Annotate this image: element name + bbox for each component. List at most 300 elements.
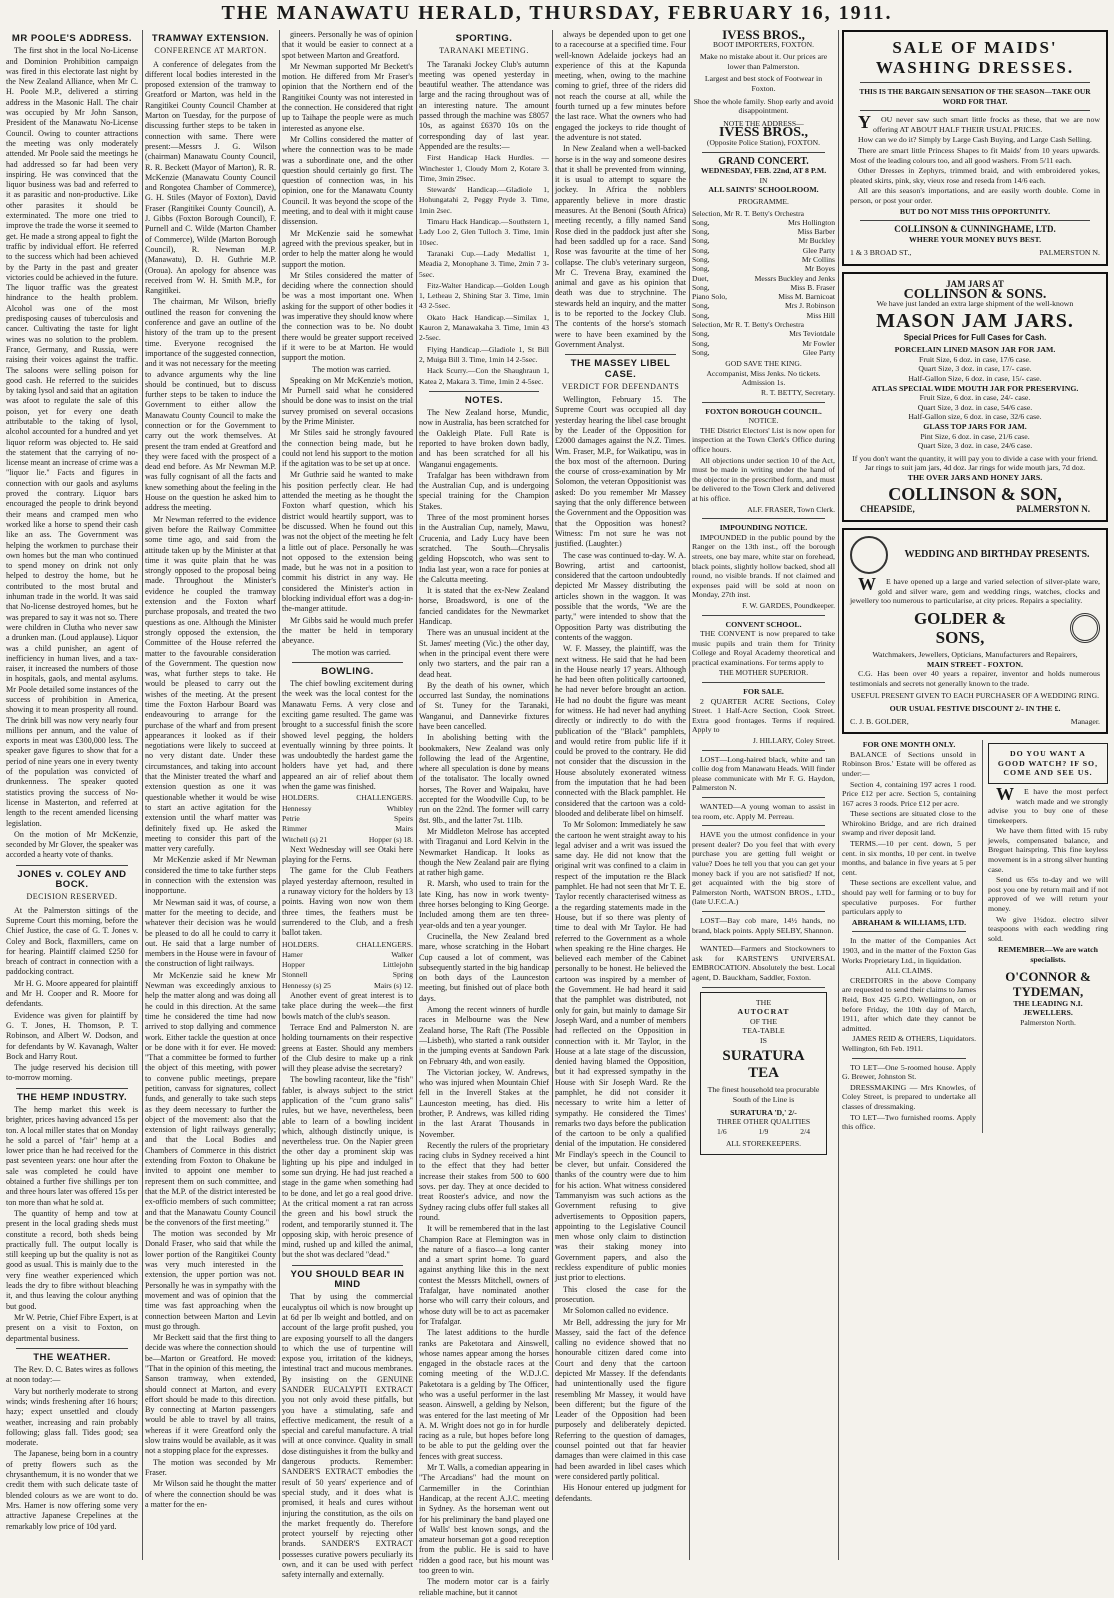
article-heading: MR POOLE'S ADDRESS. <box>11 33 133 44</box>
divider <box>702 911 825 912</box>
ad-title: CONVENT SCHOOL. <box>725 619 802 629</box>
ad-text: TERMS.—10 per cent. down, 5 per cent. in six months, 10 per cent. in twelve months, and balance in five years at 5 per cent. <box>842 839 976 877</box>
ad-convent <box>692 620 835 679</box>
race-result: First Handicap Hack Hurdles. —Winchester 1, Cloudy Morn 2, Kotare 3. Time, 3min 29sec. <box>419 153 549 183</box>
ad-dressmaking: DRESSMAKING — Mrs Knowles, of Coley Street, is prepared to undertake all classes of dressmaking. <box>842 1082 976 1111</box>
ad-for-sale <box>692 687 835 746</box>
article-text: The motion was carried. <box>312 364 391 374</box>
race-result: Taranaki Cup.—Lady Medallist 1, Meadia 2, Monophane 3. Time, 2min 7 3-5sec. <box>419 248 549 279</box>
ad-text: ALL SAINTS' SCHOOLROOM. <box>708 185 819 195</box>
team-player: Hennessy <box>282 803 312 813</box>
article-text: It is stated that the ex-New Zealand horse, Broadsword, is one of the fancied candidates for the Newmarket Handicap. <box>419 586 549 627</box>
article-text: Mr Bell, addressing the jury for Mr Massey, said the fact of the defence calling no evidence showed that no honourable citizen dared come into Court and deny that the cartoon depicted Mr Massey. If the defendants had unintentionally used the figure resembling Mr Massey, it would have been different; but the figure of the Leader of the Opposition had been purposely and deliberately depicted. Referring to the question of damages, counsel pointed out that far heavier damages than were claimed in this case had been awarded in libel cases which were considered partly political. <box>555 1317 686 1481</box>
divider <box>429 391 539 392</box>
article-text: By the death of his owner, which occurred last Sunday, the nominations of St. Tuney for the Taranaki, Wanganui, and Dannevirke fixtures have been cancelled. <box>419 680 549 731</box>
article-text: The game for the Club Feathers played yesterday afternoon, resulted in a runaway victory for the holders by 13 points. Having won now won them three times, the feathers must be surrendered to the Club, and a fresh ballot taken. <box>282 866 413 938</box>
ad-text: ATLAS SPECIAL WIDE MOUTH JAR FOR PRESERVING. <box>871 383 1079 393</box>
divider <box>702 518 825 519</box>
ad-lost-dog: LOST—Long-haired black, white and tan collie dog from Manawatu Heads. Will finder please communicate with Mr F. G. Haydon, Palmerston N. <box>692 754 835 793</box>
programme-item: Song, <box>692 264 710 274</box>
divider <box>702 987 825 988</box>
ad-signature: R. T. BETTY, Secretary. <box>761 388 835 398</box>
ad-signature: JAMES REID & OTHERS, Liquidators. <box>852 1034 976 1044</box>
ad-title: IMPOUNDING NOTICE. <box>719 523 808 533</box>
jam-price: Half-Gallon Size, 6 doz. in case, 15/- case. <box>908 374 1042 384</box>
jam-price: Quart Size, 3 doz. in case, 54/6 case. <box>917 402 1033 412</box>
ad-text: IS <box>760 1035 767 1045</box>
article-text: Mr T. Walls, a comedian appearing in "The Arcadians" had the mount on Carmemiller in the Corinthian Handicap, at the recent A.J.C. meeting in Sydney. As the horseman went out for his preliminary the band played one of Walls' best known songs, and the amateur horseman got a good reception from the public. He is said to have ridden a good race, but his mount was too green to win. <box>419 1463 549 1576</box>
jam-price: Quart Size, 3 doz. in case, 24/6 case. <box>917 441 1033 451</box>
article-heading: THE MASSEY LIBEL CASE. <box>570 358 671 380</box>
tea-price: 1/9 <box>758 1126 769 1136</box>
ads-bottom <box>842 740 1108 1133</box>
teams-table-2 <box>282 940 413 991</box>
article-text: Mr McKenzie said he knew Mr Newman was exceedingly anxious to help the matter along and was doing all he could in this direction. At the same time he considered the time had now arrived to stop dallying and commence work. Either tackle the question at once or be done with it for ever. He moved: "That a committee be formed to further the object of this meeting, with power to convene public meetings, prepare petition, canvass for signatures, collect funds, and generally to take such steps as they deem necessary to further the object of the movement: also that the extension of light railways generally; and that the Local Bodies and Chambers of Commerce in this district extending from Foxton to Ohakune be invited to appoint one member to represent them on such committee, and that the M.P. of the district interested be ex-officio members of such committee; and that the Manawatu County Council be the convenors of the first meeting." <box>145 970 276 1227</box>
divider <box>860 110 1090 111</box>
article-text: The chief bowling excitement during the week was the local contest for the Manawatu Ferns. A very close and exciting game resulted. The game was brought to a successful finish the score showed level pegging, the holders eventually winning by three points. It was undoubtedly the hardest game the holders have yet had, and there appeared an air of relief about them when the game was finished. <box>282 679 413 792</box>
article-text: Crucinella, the New Zealand bred mare, whose scratching in the Hobart Cup caused a lot of comment, was subsequently started in the big handicap on both days of the Launceston meeting, but finished out of place both days. <box>419 931 549 1003</box>
article-text: The chairman, Mr Wilson, briefly outlined the reason for convening the conference and gave an outline of the history of the tram up to the present time. Everyone recognised the importance of the suggested connection, and it was not necessary for the meeting to advance arguments why the line should be continued, but to discuss further steps to be taken to induce the Government to either allow the Manawatu County Council to make the connection or for the Government to carry out the work themselves. At present the tram ended at Greatford and they were faced with the prospect of a dead end before. As Mr Newman M.P. was fully cognisant of all the facts and knew something about the feeling in the House on the question he asked him to address the meeting. <box>145 297 276 513</box>
teams-header: HOLDERS. <box>282 793 319 803</box>
programme-item: Piano Solo, <box>692 292 728 302</box>
ad-text: Special Prices for Full Cases for Cash. <box>903 332 1047 342</box>
divider <box>702 615 825 616</box>
article-text: His Honour entered up judgment for defendants. <box>555 1483 686 1503</box>
ad-text: THE District Electors' List is now open for inspection at the Town Clerk's Office during office hours. <box>692 425 835 454</box>
programme-item: Selection, Mr R. T. Betty's Orchestra <box>692 320 805 330</box>
ad-text: REMEMBER—We are watch specialists. <box>998 945 1098 964</box>
ad-firm: ABRAHAM & WILLIAMS, LTD. <box>851 917 967 927</box>
column-5 <box>555 30 686 1560</box>
programme-performer: Mrs J. Robinson <box>784 301 835 311</box>
ad-text: THE <box>755 997 772 1007</box>
divider <box>702 402 825 403</box>
article-text: The motion was seconded by Mr Donald Fraser, who said that while the lower portion of the Rangitikei County was very much interested in the extension, the upper portion was not. Personally he was in sympathy with the movement and was of opinion that the time was fast approaching when the connection between Marton and Levin must go through. <box>145 1229 276 1331</box>
ad-subtitle: NOTICE. <box>748 416 779 426</box>
teams-table-1 <box>282 793 413 844</box>
ad-text: ALL CLAIMS. <box>885 966 933 976</box>
ad-text: IN <box>759 175 768 185</box>
ad-text: TEA-TABLE <box>742 1026 785 1036</box>
programme-performer: Glee Party <box>802 347 835 357</box>
article-text: Mr Gibbs said he would much prefer the matter be held in temporary abeyance. <box>282 615 413 646</box>
article-text: Mr McKenzie said he somewhat agreed with the previous speaker, but in order to help the matter along he would support the motion. <box>282 228 413 269</box>
race-result: Hack Scurry.—Con the Shaughraun 1, Katea 2, Makara 3. Time, 1min 2 4-5sec. <box>419 366 549 386</box>
divider <box>702 825 825 826</box>
ad-watson-bros: HAVE you the utmost confidence in your present dealer? Do you feel that with every purchase you are getting full weight or value? Does he tell you that you can get your money back if you are not satisfied? If not, get acquainted with the big store of Palmerston North, WATSON BROS., LTD., (late U.F.C.A.) <box>692 830 835 907</box>
team-player: Speirs <box>394 813 413 823</box>
ad-borough-notice <box>692 407 835 515</box>
team-player: Rimmer <box>282 824 307 834</box>
column-rule <box>416 30 417 1560</box>
ad-text: OUR USUAL FESTIVE DISCOUNT 2/- IN THE £. <box>889 703 1061 713</box>
article-text: Mr Stiles considered the matter of deciding where the connection should be was a most important one. When asking for the support of other bodies it was imperative they should know where the connection was to be. No doubt there would be greater support received if it were to be at Marton. He would support the motion. <box>282 270 413 363</box>
ad-text: WEDNESDAY, FEB. 22nd, AT 8 P.M. <box>700 166 827 176</box>
article-subheading: CONFERENCE AT MARTON. <box>154 46 267 56</box>
ad-ivess-bros <box>692 27 835 148</box>
article-text: On the motion of Mr McKenzie, seconded by Mr Glover, the speaker was accorded a hearty vote of thanks. <box>6 829 138 860</box>
ad-impounding <box>692 523 835 610</box>
article-text: In abolishing betting with the bookmakers, New Zealand was only following the lead of the Argentine, where all speculation is done by means of the totalisator. The locally owned horses, The Rover and Waipaku, have accepted for the Woodville Cup, to be run on the 22nd. The former will carry 8st. 9lb., and the latter 7st. 11lb. <box>419 733 549 825</box>
ad-firm: COLLINSON & SONS. <box>903 286 1047 302</box>
divider <box>702 750 825 751</box>
divider <box>565 354 676 355</box>
ad-text: WE have opened up a large and varied selection of silver-plate ware, gold and silver ware, gem and wedding rings, watches, clocks and jewellery too numerous to particularise, at city prices. Repairs a speciality. <box>850 574 1100 606</box>
race-result: Fitz-Walter Handicap.—Golden Lough 1, Letheau 2, Shining Star 3. Time, 1min 43 2-5sec. <box>419 280 549 311</box>
teams-header: CHALLENGERS. <box>356 939 413 949</box>
team-player: Walker <box>391 949 413 959</box>
programme-performer: Miss M. Barnicoat <box>778 292 835 302</box>
ad-address: CHEAPSIDE, <box>860 503 915 514</box>
ad-signature: Manager. <box>1070 716 1100 726</box>
ad-text: Shoe the whole family. Shop early and avoid disappointment. <box>693 96 834 116</box>
ad-text: All are this season's importations, and are easily worth double. Come in person, or post your order. <box>850 186 1100 205</box>
ad-text: THREE OTHER QUALITIES <box>716 1117 811 1127</box>
column-rule <box>552 30 553 1560</box>
ad-text: These sections are excellent value, and should pay well for farming or to buy for speculative purposes. For further particulars apply to <box>842 878 976 917</box>
divider <box>860 220 1090 221</box>
article-heading: THE HEMP INDUSTRY. <box>16 1091 128 1103</box>
divider <box>702 682 825 683</box>
article-text: The Taranaki Jockey Club's autumn meeting was opened yesterday in beautiful weather. The attendance was large and the racing throughout was of an interesting nature. The amount passed through the machine was £8057 10s, as against £6370 10s on the corresponding day of last year. Appended are the results:— <box>419 59 549 151</box>
column-4 <box>419 30 549 1597</box>
article-text: gineers. Personally he was of opinion that it would be easier to connect at a spot between Marton and Greatford. <box>282 30 413 60</box>
ad-text: THE CONVENT is now prepared to take music pupils and train them for Trinity College and Royal Academy theoretical and practical examinations. For terms apply to <box>692 629 835 667</box>
team-player: Mairs <box>395 824 413 834</box>
teams-header: CHALLENGERS. <box>356 793 413 803</box>
ad-firm: GOLDER & <box>913 608 1007 628</box>
ad-slogan: WHERE YOUR MONEY BUYS BEST. <box>908 234 1042 244</box>
ad-text: Largest and best stock of Footwear in Foxton. <box>704 74 823 93</box>
ad-text: BUT DO NOT MISS THIS OPPORTUNITY. <box>899 206 1051 216</box>
ad-title: SURATURA TEA <box>722 1048 805 1082</box>
ad-to-let: TO LET—Two furnished rooms. Apply this office. <box>842 1112 976 1132</box>
divider <box>702 797 825 798</box>
ad-text: Accompanist, Miss Jenks. No tickets. Admission 1s. <box>706 368 821 388</box>
article-text: Next Wednesday will see Otaki here playing for the Ferns. <box>282 844 413 865</box>
programme-item: Song, <box>692 347 710 357</box>
programme-item: Song, <box>692 338 710 348</box>
article-text: Speaking on Mr McKenzie's motion, Mr Purnell said what he considered should be done was to insist on the trial survey promised on several occasions by the Prime Minister. <box>282 375 413 426</box>
race-result: Timaru Hack Handicap.—Southstern 1, Lady Loo 2, Glen Tulloch 3. Time, 1min 10sec. <box>419 217 549 247</box>
ad-text: IMPOUNDED in the public pound by the Ranger on the 13th inst., off the borough streets, one bay mare, white star on forehead, black points, slightly hollow backed, shod all round, no visible brands. If not claimed and expenses paid will be sold at noon on Monday, 27th inst. <box>692 532 835 600</box>
ad-wanted: WANTED—A young woman to assist in tea room, etc. Apply M. Perreau. <box>692 802 835 821</box>
divider <box>702 152 825 153</box>
tea-price: 2/4 <box>800 1126 810 1136</box>
ad-text: SURATURA 'D,' 2/- <box>730 1107 797 1117</box>
race-result: Stewards' Handicap.—Gladiole 1, Hohungatahi 2, Peggy Pryde 3. Time, 1min 2sec. <box>419 185 549 215</box>
article-subheading: TARANAKI MEETING. <box>439 46 529 56</box>
ad-text: These sections are situated close to the Whirokino Bridge, and are rich drained swamp and river deposit land. <box>842 809 976 838</box>
column-7-ads <box>842 30 1108 1560</box>
ad-embrocation: WANTED—Farmers and Stockowners to ask for KARSTEN'S UNIVERSAL EMBROCATION. Absolutely the best. Local agent, D. Bauckham, Saddler, Foxton. <box>692 944 835 982</box>
programme-item: Song, <box>692 236 710 246</box>
article-text: The latest additions to the hurdle ranks are Paketotara and Ainswell, whose names appear among the horses engaged in the obstacle races at the coming meeting of the W.D.J.C. Paketotara is a gelding by The Officer, who was a useful performer in the last season. Ainswell, a gelding by Nelson, was entered for the last meeting of Mr A. M. Wright does not go in for hurdle racing as a rule, but hopes before long to be able to put the gelding over the fences with great success. <box>419 1328 549 1461</box>
column-rule <box>838 30 839 1560</box>
ad-lost-mare: LOST—Bay cob mare, 14½ hands, no brand, black points. Apply SELBY, Shannon. <box>692 915 835 935</box>
article-text: Three of the most prominent horses in the Australian Cup, namely, Mawu, Crucenia, and Lady Lucy have been scratched. The South—Chrysalis gelding Hopscotch, who was sent to India last year, won a race for ponies at the Calcutta meeting. <box>419 513 549 584</box>
programme-performer: Mr Buckley <box>798 236 835 246</box>
programme-item: Song, <box>692 227 710 237</box>
ad-text: Make no mistake about it. Our prices are lower than Palmerston. <box>699 52 828 71</box>
divider <box>16 865 128 866</box>
article-text: Mr Beckett said that the first thing to decide was where the connection should be—Marton or Greatford. He moved: "That in the opinion of this meeting, the Sanson tramway, when extended, should connect at Marton, and every effort should be made to this direction. By connecting at Marton passengers would be able to travel by all trains, whereas if it were Greatford only the slow trains would be available, as it was not a stopping place for the expresses. <box>145 1333 276 1456</box>
article-text: The hemp market this week is brighter, prices having advanced 15s per ton. A local miller states that on Monday he sold a parcel of "fair" hemp at a lower price than he had received for the past seventeen years: one hour after the sale was completed he could have obtained a further five shillings per ton and three hours later was offered 15s per ton more than what he sold at. <box>6 1104 138 1207</box>
ad-signature: C. J. B. GOLDER, <box>850 716 909 726</box>
article-text: R. Marsh, who used to train for the late King, has now in work twenty-three horses belonging to King George. Included among them are ten three-year-olds and ten a year younger. <box>419 879 549 930</box>
ad-text: All objections under section 10 of the Act, must be made in writing under the hand of the objector in the prescribed form, and must be delivered to the Town Clerk and delivered at his office. <box>692 455 835 503</box>
ad-address: Palmerston North. <box>1020 1017 1076 1027</box>
column-rule <box>142 30 143 1560</box>
ad-title: IVESS BROS., <box>718 125 809 141</box>
ad-text: The finest household tea procurable South of the Line is <box>707 1085 820 1105</box>
article-text: The case was continued to-day. W. A. Bowring, artist and cartoonist, considered that the cartoon undoubtedly depicted Mr Massey distributing the articles shown in the waggon. It was possible that the words, "We are the party," were intended to show that the Opposition Party was distributing the contents of the waggon. <box>555 550 686 642</box>
ad-address: MAIN STREET - FOXTON. <box>927 659 1023 669</box>
race-result: Okato Hack Handicap.—Similax 1, Kauron 2, Manawakaha 3. Time, 1min 43 2-5sec. <box>419 312 549 343</box>
ad-address: PALMERSTON N. <box>1016 503 1090 514</box>
article-text: The modern motor car is a fairly reliable machine, but it cannot <box>419 1577 549 1597</box>
team-player: Hopper <box>282 960 305 970</box>
ad-text: C.G. Has been over 40 years a repairer, inventor and holds numerous testimonials and secrets not generally known to the trade. <box>850 669 1100 688</box>
ad-text: OF THE <box>750 1016 777 1026</box>
ad-address: (Opposite Police Station), FOXTON. <box>706 137 821 147</box>
tea-price: 1/6 <box>717 1126 727 1136</box>
ad-firm: COLLINSON & SON, <box>888 483 1062 504</box>
divider <box>292 662 403 663</box>
ad-title: GRAND CONCERT. <box>718 155 809 167</box>
ad-address: 1 & 3 BROAD ST., <box>850 248 912 258</box>
ad-text: We have them fitted with 15 ruby jewels, compensated balance, and Breguet hairspring. This fine keyless movement is in a strong silver hunting case. <box>988 826 1108 874</box>
programme-item: Song, <box>692 282 710 292</box>
article-text: W. F. Massey, the plaintiff, was the next witness. He said that he had been in the House nearly 17 years. Although he had been often politically cartooned, he had never before brought an action. He had no doubt the figure was meant for witness. He had never had anything directly or indirectly to do with the publication of the "Black" pamphlets, and would retire from public life if it could be proved to the contrary. He did not consider that the discussion in the House absolutely exonerated witness from the imputation that he had been connected with the Black pamphlet. He considered that the cartoon was a cold-blooded and deliberate libel on himself. <box>555 644 686 818</box>
ad-maids-dresses <box>842 30 1108 266</box>
programme-item: Selection, Mr R. T. Betty's Orchestra <box>692 208 805 218</box>
ad-text: NOTE THE ADDRESS— <box>723 118 804 128</box>
ad-watches <box>982 740 1108 1133</box>
article-heading: YOU SHOULD BEAR IN MIND <box>290 1268 405 1291</box>
article-text: This closed the case for the prosecution. <box>555 1284 686 1304</box>
divider <box>852 1058 966 1059</box>
ad-title: FOR ONE MONTH ONLY. <box>862 740 956 750</box>
teams-header: HOLDERS. <box>282 939 319 949</box>
team-player: Mairs (s) 12. <box>373 980 413 990</box>
article-text: That by using the commercial eucalyptus oil which is now brought up at 6d per lb weight and bottled, and on account of the large profit pushed, you are exposing yourself to all the dangers to which the use of turpentine will expose you, irritation of the kidneys, intestinal tract and mucous membranes. By insisting on the GENUINE SANDER EUCALYPTI EXTRACT you not only avoid these pitfalls, but you have a stimulating, safe and effective medicament, the result of a special and careful manufacture. A trial will at once convince. Quality in small dose distinguishes it from the bulky and dangerous products. Remember: SANDER'S EXTRACT embodies the result of 50 years' experience and of special study, and it does what is promised, it heals and cures without injuring the constitution, as the oils on the market frequently do. Therefore protect yourself by rejecting other brands. SANDER'S EXTRACT possesses curative powers peculiarly its own, and it can be used with perfect safety internally and externally. <box>282 1292 413 1580</box>
article-text: The Victorian jockey, W. Andrews, who was injured when Mountain Chief fell in the Inverell Stakes at the Launceston meeting, has died. His brother, P. Andrews, was killed riding in the last Ararat Thousands in November. <box>419 1067 549 1139</box>
ad-signature: F. W. GARDES, Poundkeeper. <box>742 600 835 610</box>
article-text: The bowling raconteur, like the "fish" fabler, is always subject to the strict application of the "cum grano salis" rules, but we have, nevertheless, been able to learn of a bowling incident which, although distinctly unique, is nevertheless true. On the Napier green the other day a prominent skip was lighting up his pipe and indulged in some sun drying. He had just reached a stage in the game when something had to be done, and let go a real good drive. At the critical moment a rat ran across the green and his bowl struck the rodent, and temporarily stunned it. The opposing skip, with heroic presence of mind, rushed up and killed the animal, but the shot was declared "dead." <box>282 1075 413 1260</box>
article-text: Mr Newman referred to the evidence given before the Railway Committee some time ago, and said from the attitude taken up by the Minister at that time it was quite plain that he was strongly opposed to the proposal being made. Throughout the Minister's evidence he coupled the tramway extension and the Foxton wharf purchase proposals, and treated the two questions as one. Although the Minister strongly opposed the extension, the Committee of the House referred the matter to the favourable consideration of the Government. The question now was, what further steps to take. He would be pleased to carry out the wishes of the meeting. At the present time the Foxton Harbour Board was endeavouring to arrange for the purchase of the wharf and from present appearances it looked as if their negotiations were likely to succeed at no very distant date. Under these circumstances, and taking into account that the Minister treated the wharf and extension question as one it was questionable whether it would be wise to start an active agitation for the extension until the wharf matter was definitely fixed up. He asked the meeting to consider this part of the matter very carefully. <box>145 514 276 854</box>
masthead: THE MANAWATU HERALD, THURSDAY, FEBRUARY 16, 1911. <box>221 2 893 24</box>
article-text: Another event of great interest is to take place during the week—the first bowls match of the club's season. <box>282 991 413 1021</box>
ad-text: We give 1½doz. electro silver teaspoons with each wedding ring sold. <box>988 914 1108 943</box>
divider <box>702 939 825 940</box>
article-heading: SPORTING. <box>455 33 513 44</box>
programme-performer: Messrs Buckley and Jenks <box>754 273 835 283</box>
article-text: Mr Guthrie said he wanted to make his position perfectly clear. He had attended the meeting as he thought the Foxton wharf question, which his district would heartily support, was to be discussed. When he found out this was not the object of the meeting he felt a little out of place. Personally he was not opposed to the extension being made, but he was not in a position to commit his district in any way. He considered the Minister's action in blocking individual effort was a dog-in-the-manger attitude. <box>282 470 413 614</box>
article-text: Mr Newman supported Mr Beckett's motion. He differed from Mr Fraser's opinion that the Northern end of the Rangitikei County was not interested in the connection. He considered that right up to Taihape the people were as much interested as anyone else. <box>282 61 413 133</box>
article-text: The motion was seconded by Mr Fraser. <box>145 1457 276 1477</box>
article-text: To Mr Solomon: Immediately he saw the cartoon he went straight away to his legal adviser and a writ was issued the same day. He did not know that the original writ was confined to a claim in respect of the imputation re the Black pamphlet. He had not seen that Mr T. E. Taylor recently characterised witness as a the regarding statements made in the House, but if so there was plenty of time to deal with Mr Taylor. He had referred to the Government as a whole when speaking re the Hine charges. He believed each member of the Cabinet personally to be honest. He believed the cartoon was inspired by a member of the Government. He had heard it said that the pamphlet was distributed, not only for gain, but mainly to damage Sir Joseph Ward, and a number of members had reflected on the Opposition in connection with it. Mr Taylor, in the House at a late stage of the discussion, denied having blamed the Opposition, but it had expressed sympathy in the House with Sir Joseph Ward. Re the pamphlet, he did not consider it necessary to write him a letter of sympathy. He considered the Times' remarks two days before the publication of the cartoon to be only a qualified denial of the imputation. He considered Mr Findlay's speech in the Council to be clever, but unfair. Considered the thanks of the country were due to him for his action. What witness considered Tammanyism was such actions as the Government refusing to give advertisements to Opposition papers, appointing to the Legislative Council men whose only claim to distinction was their staking money into Government papers, and also the reckless expenditure of public monies just prior to elections. <box>555 820 686 1283</box>
column-2 <box>145 30 276 1560</box>
article-text: In New Zealand when a well-backed horse is in the way and someone desires that it shall be prevented from winning, it is usual to attempt to square the jockey. In Africa the nobblers apparently believe in more drastic measures. At the Benoni (South Africa) meeting recently, a filly named Sand Rose died in the paddock just after she had been saddled up for a race. Sand Rose was favourite at the time of her collapse. The club's veterinary surgeon, Mr C. Trevena Bray, examined the animal and gave as his opinion that death was due to strychnine. The stewards held an inquiry, and the matter is to be reported to the Jockey Club. The contents of the horse's stomach were to have been examined by the Government Analyst. <box>555 144 686 349</box>
race-result: Flying Handicap.—Gladiole 1, St Bill 2, Muiga Bill 3. Time, 1min 14 2-5sec. <box>419 344 549 364</box>
ad-title: MASON JAM JARS. <box>876 309 1074 332</box>
team-player: Witchell (s) 21 <box>282 834 328 844</box>
watch-icon <box>850 536 888 574</box>
ad-title: DO YOU WANT A GOOD WATCH? IF SO, COME AND SEE US. <box>988 743 1108 784</box>
team-player: Spring <box>392 970 413 980</box>
ad-firm: O'CONNOR & TYDEMAN, <box>1005 968 1091 999</box>
team-player: Hopper (s) 18. <box>368 834 413 844</box>
article-heading: NOTES. <box>464 394 504 406</box>
team-player: Whibley <box>386 803 413 813</box>
article-text: At the Palmerston sittings of the Supreme Court this morning, before the Chief Justice, the case of G. T. Jones v. Coley and Bock, flaxmillers, came on for hearing. Plaintiff claimed £250 for breach of contract in connection with a paddocking contract. <box>6 905 138 977</box>
ad-jam-jars <box>842 272 1108 522</box>
programme-performer: Mrs Hollington <box>787 217 835 227</box>
article-subheading: DECISION RESERVED. <box>26 892 118 902</box>
ring-icon <box>1070 613 1100 643</box>
article-heading: TRAMWAY EXTENSION. <box>151 33 270 44</box>
team-player: Hamer <box>282 949 303 959</box>
article-text: Mr Newman said it was, of course, a matter for the meeting to decide, and whatever their decision was he would be pleased to do all he could to carry it out. He said that a large number of members in the House were in favour of the construction of light railways. <box>145 897 276 969</box>
programme-item: Song, <box>692 217 710 227</box>
ad-text: THE OVER JARS AND HONEY JARS. <box>907 473 1043 482</box>
divider <box>852 931 966 932</box>
column-rule <box>689 30 690 1560</box>
article-heading: JONES v. COLEY AND BOCK. <box>17 868 127 891</box>
column-6-ads <box>692 27 835 1560</box>
article-text: There was an unusual incident at the St. James' meeting (Vic.) the other day, when in the principal event there were only two starters, and the pair ran a dead heat. <box>419 628 549 679</box>
article-text: The New Zealand horse, Mundic, now in Australia, has been scratched for the Oakleigh Plate. Full Rate is reported to have broken down badly, and has been scratched for all his Wanganui engagements. <box>419 408 549 469</box>
divider <box>16 1348 128 1349</box>
programme-item: Song, <box>692 254 710 264</box>
ad-text: How can we do it? Simply by Large Cash Buying, and Large Cash Selling. <box>858 135 1092 145</box>
article-text: Mr Collins considered the matter of where the connection was to be made was a subordinate one, and the other question should certainly go first. The question of connection was, in his opinion, one for the Manawatu County Council. It was beyond the scope of the meeting, and to deal with it might cause dissension. <box>282 134 413 227</box>
programme-item: Duet, <box>692 273 709 283</box>
ad-text: WE have the most perfect watch made and we strongly advise you to buy one of these timekeepers. <box>988 783 1108 825</box>
ad-text: YOU never saw such smart little frocks as these, that we are now offering AT ABOUT HALF THEIR USUAL PRICES. <box>858 112 1100 134</box>
divider <box>860 82 1090 83</box>
ad-to-let: TO LET—One 5-roomed house. Apply G. Brewer, Johnston St. <box>842 1062 976 1082</box>
article-heading: THE WEATHER. <box>33 1351 111 1363</box>
ads-bottom-left <box>842 740 976 1133</box>
ad-text: In the matter of the Companies Act 1903, and in the matter of the Foxton Gas Works Proprietary Ltd., in liquidation. <box>842 936 976 965</box>
ad-text: PORCELAIN LINED MASON JAR FOR JAM. <box>894 345 1056 355</box>
ad-text: If you don't want the quantity, it will pay you to divide a case with your friend. Jar rings to suit jam jars, 4d doz. Jar rings for wide mouth jars, 7d doz. <box>852 453 1098 473</box>
article-text: Mr Stiles said he strongly favoured the connection being made, but he could not lend his support to the motion if the agitation was to be set up at once. <box>282 428 413 469</box>
column-rule <box>279 30 280 1560</box>
jam-price: Quart Size, 3 doz. in case, 17/- case. <box>918 364 1032 374</box>
article-text: Evidence was given for plaintiff by G. T. Jones, H. Thomson, P. T. Robinson, and Albert W. Dodson, and for defendants by W. Kavanagh, Walter Bock and Harry Rout. <box>6 1010 138 1061</box>
programme-performer: Miss Barber <box>797 227 835 237</box>
article-text: Mr Middleton Melrose has accepted with Tiraganui and Lord Kelvin in the Newmarket Handicap. It looks as though the New Zealand pair are flying at rather high game. <box>419 826 549 878</box>
article-text: Mr Solomon called no evidence. <box>563 1306 669 1316</box>
ad-title: FOXTON BOROUGH COUNCIL. <box>705 406 822 416</box>
programme-performer: Glee Party <box>802 245 835 255</box>
programme-performer: Mr Collins <box>801 254 835 264</box>
team-player: Petrie <box>282 813 300 823</box>
ad-signature: J. HILLARY, Coley Street. <box>752 736 835 746</box>
ad-text: Send us 65s to-day and we will post you one by return mail and if not approved of we will return your money. <box>988 875 1108 914</box>
article-text: always be depended upon to get one to a racecourse at a specified time. Four well-known Adelaide jockeys had an experience of this at the Kapunda meeting, when, owing to the machine coming to grief, three of the riders did not reach the course at all, while the fourth turned up a few minutes before the last race. What the owners who had engaged the jockeys to ride thought of the adventure is not stated. <box>555 30 686 142</box>
article-text: The quantity of hemp and tow at present in the local grading sheds must constitute a record, both sheds being practically full. The output locally is still keeping up but the quality is not as good as usual. This is mainly due to the very fine weather experienced which leads the dry to fibre without bleaching it, and thus leaving the colour anything but good. <box>6 1208 138 1311</box>
column-3 <box>282 30 413 1580</box>
ad-text: Wellington, 6th Feb. 1911. <box>842 1043 923 1053</box>
ad-suratura-tea <box>700 992 827 1156</box>
article-text: It will be remembered that in the last Champion Race at Flemington was in the nature of a fiasco—a long canter and a smart sprint home. To guard against anything like this in the next contest the Messrs Mitchell, owners of Trafalgar, have nominated another horse who will carry their colours, and whose duty will be to act as pacemaker for Trafalgar. <box>419 1224 549 1326</box>
ad-text: PROGRAMME. <box>738 196 789 206</box>
article-text: The Rev. D. C. Bates wires as follows at noon today:— <box>6 1365 138 1385</box>
ad-text: GLASS TOP JARS FOR JAM. <box>923 422 1027 432</box>
programme-performer: Mr Boyes <box>804 264 835 274</box>
article-text: Mr W. Petrie, Chief Fibre Expert, is at present on a visit to Foxton, on departmental business. <box>6 1312 138 1343</box>
ad-text: Watchmakers, Jewellers, Opticians, Manufacturers and Repairers, <box>872 649 1078 659</box>
ad-text: THE LEADING N.I. JEWELLERS. <box>1013 998 1083 1018</box>
article-text: Recently the rulers of the proprietary racing clubs in Sydney received a hint to the effect that they had better increase their stakes from 500 to 600 sovs. per day. They at once decided to treat Rooster's advice, and now the Sydney racing clubs offer full stakes all round. <box>419 1140 549 1222</box>
ad-text: Other Dresses in Zephyrs, trimmed braid, and with embroidered yokes, pleated skirts, pink, sky, vieux rose and reseda from 14/6 each. <box>850 166 1100 185</box>
column-1 <box>6 30 138 1560</box>
ad-text: AUTOCRAT <box>737 1007 790 1017</box>
article-text: Mr H. G. Moore appeared for plaintiff and Mr H. Cooper and R. Moore for defendants. <box>6 978 138 1009</box>
ad-subtitle: THIS IS THE BARGAIN SENSATION OF THE SEASON—TAKE OUR WORD FOR THAT. <box>859 87 1091 106</box>
ad-title: FOR SALE. <box>743 687 784 697</box>
ad-text: CREDITORS in the above Company are requested to send their claims to James Reid, Box 425 G.P.O. Wellington, on or before Friday, the 10th day of March, 1911, after which date they cannot be admitted. <box>842 975 976 1033</box>
programme-item: Song, <box>692 301 710 311</box>
programme-list <box>692 209 835 358</box>
article-text: The motion was carried. <box>312 647 391 657</box>
jam-price: Pint Size, 6 doz. in case, 21/6 case. <box>920 431 1030 441</box>
article-text: Among the recent winners of hurdle races in Melbourne was the New Zealand horse, The Raft (The Possible—Lisbeth), who started a rank outsider in the jumping events at Sandown Park on February 4th, and won easily. <box>419 1005 549 1066</box>
divider <box>292 1265 403 1266</box>
ad-title: SALE OF MAIDS' <box>892 38 1058 57</box>
ad-text: We have just landed an extra large shipment of the well-known <box>876 299 1074 309</box>
article-subheading: VERDICT FOR DEFENDANTS <box>561 381 680 391</box>
ad-address: PALMERSTON N. <box>1039 248 1100 258</box>
article-text: The first shot in the local No-License and Dominion Prohibition campaign was fired in this electorate last night by the New Zealand Alliance, when Mr C. H. Poole M.P., delivered a stirring address in the Masonic Hall. The chair was occupied by Mr John Sanson, President of the Manawatu No-License Council. Owing to counter attractions the meeting was only moderately attended. Mr Poole said the meetings he had addressed so far had been very inspiring. He was convinced that the liquor business was bad and referred to it as parasitic and non-productive. Like other parasites it should be exterminated. The more one tried to improve the trade the worse it seemed to get. He made a strong appeal to fight the traffic by individual effort. He referred to the success which had been achieved by the Party in the past and greater victories could be achieved in the future. The liquor traffic was the greatest hindrance to the health problem. Alcohol was one of the most predisposing causes of tuberculosis and cancer. Cultivating the taste for light wines was no solution to the problem. France, Germany, and Russia, were raising their voices against the traffic. The saloons were selling poison for good cash. He referred to the suicides by taking lysol and said that an agitation was afoot to regulate the sale of this poison, yet for every one death attributable to the taking of lysol, alcohol accounted for a hundred and yet liquor reform was objected to. He said the statement that the carrying of no-license meant an increase of crime was a "liquor lie." Facts and figures in connection with our gaols and asylums proved the contrary. Liquor bars encouraged the people to drink beyond their means and cramped men who worked like a horse to spend their cash like an ass. The Government was helping the workmen to purchase their own homes but the man who continued to spend money on drink not only helped to destroy the home, but he contributed to the most brutal and inhuman trade in the world. It was said that No-license destroyed homes, but he was prepared to say it was not so. There were children in Clutha who never saw a drunken man. (Loud applause). Liquor was a child punisher, an agent of inefficiency in human lives, and a tax-raiser, it increased the numbers of those in hospitals, gaols, and mental asylums. Mr Poole detailed some instances of the success of prohibition in America, showing it to mean prosperity all round. The drink bill was now very nearly four millions per annum, and the value of exports in meat was £300,000 less. The speaker gave figures to show that for a period of nine years one in every twenty of the population was convicted of drunkenness. The speaker quoted statistics proving the success of No-license in Masterton, and referred at length to the recent amended licensing legislation. <box>6 46 138 828</box>
article-text: Terrace End and Palmerston N. are holding tournaments on their respective greens at Easter. Should any members of the Club desire to make up a rink will they please advise the secretary? <box>282 1022 413 1074</box>
article-text: The Japanese, being born in a country of pretty flowers such as the chrysanthemum, it is no wonder that we credit them with such delicate taste of blended colours as we are wont to do. Mrs. Hamer is now offering some very attractive Japanese Crepelines at the remarkably low price of 10d yard. <box>6 1449 138 1531</box>
ad-text: ALL STOREKEEPERS. <box>725 1139 802 1149</box>
ad-grand-concert <box>692 157 835 398</box>
article-text: Vary but northerly moderate to strong winds; winds freshening after 16 hours; hazy; expect unsettled and cloudy weather, increasing and rain probably following; glass fall. Tides good; sea moderate. <box>6 1386 138 1448</box>
ad-title: WASHING DRESSES. <box>875 58 1075 77</box>
article-heading: BOWLING. <box>321 665 374 677</box>
ad-text: JAM JARS AT <box>946 278 1004 289</box>
programme-performer: Miss Hill <box>806 310 835 320</box>
ad-signature: THE MOTHER SUPERIOR. <box>718 668 809 678</box>
jam-price: Half-Gallon size, 6 doz. in case, 32/6 case. <box>908 412 1042 422</box>
ad-firm: COLLINSON & CUNNINGHAME, LTD. <box>894 224 1056 235</box>
divider <box>16 1088 128 1089</box>
programme-performer: Mr Fowler <box>802 338 835 348</box>
article-text: A conference of delegates from the different local bodies interested in the proposed extension of the tramway to Greatford or Marton, was held in the Rangitikei County Council Chamber at Marton on Tuesday, for the purpose of discussing further steps to be taken in connection with same. There were present:—Messrs J. G. Wilson (chairman) Manawatu County Council, R. R. Beckett (Mayor of Marton), R. R. McKenzie (Manawatu County Council and Rongotea Chamber of Commerce), G. H. Stiles (Mayor of Foxton), David Fraser (Rangitikei County Council), A. J. Gibbs (Foxton Borough Council), F. Purnell and C. Wilde (Marton Chamber of Commerce), Wilde (Marton Borough Council), R. Newman M.P. (Manawatu), D. H. Guthrie M.P. (Oroua). An apology for absence was received from W. H. Smith M.P., for Rangitikei. <box>145 59 276 296</box>
ad-text: USEFUL PRESENT GIVEN TO EACH PURCHASER OF A WEDDING RING. <box>850 691 1100 701</box>
article-text: Trafalgar has been withdrawn from the Australian Cup, and is undergoing special training for the Champion Stakes. <box>419 470 549 511</box>
jam-price: Fruit Size, 6 doz. in case, 24/- case. <box>919 393 1031 403</box>
ad-wedding-presents <box>842 528 1108 734</box>
team-player: Stonnell <box>282 970 308 980</box>
ad-signature: ALF. FRASER, Town Clerk. <box>747 504 835 514</box>
ad-firm: SONS, <box>935 627 985 647</box>
article-text: Mr Wilson said he thought the matter of where the connection should be was a matter for the en- <box>145 1479 276 1509</box>
ad-text: BALANCE of Sections unsold in Robinson Bros.' Estate will be offered as under:— <box>842 749 976 778</box>
team-player: Hennessy (s) 25 <box>282 980 331 990</box>
ad-title: IVESS BROS., <box>722 27 805 42</box>
programme-item: Song, <box>692 329 710 339</box>
ad-text: There are smart little Princess Shapes to fit Maids' from 10 years upwards. Most of the leading colours too, and all good washers. From 5/11 each. <box>850 145 1100 165</box>
article-text: The judge reserved his decision till to-morrow morning. <box>6 1063 138 1083</box>
article-text: Wellington, February 15. The Supreme Court was occupied all day yesterday hearing the libel case brought by the Leader of the Opposition for £2000 damages against the N.Z. Times. Wm. Fraser, M.P., for Waikatipu, was in the box most of the afternoon. During the course of cross-examination by Mr Solomon, the veteran Oppositionist was asked: Do you remember Mr Massey saying that the only difference between the Government and the Opposition was that the Opposition was honest? Witness: I'm not sure he was not justified. (Laughter.) <box>555 395 686 549</box>
